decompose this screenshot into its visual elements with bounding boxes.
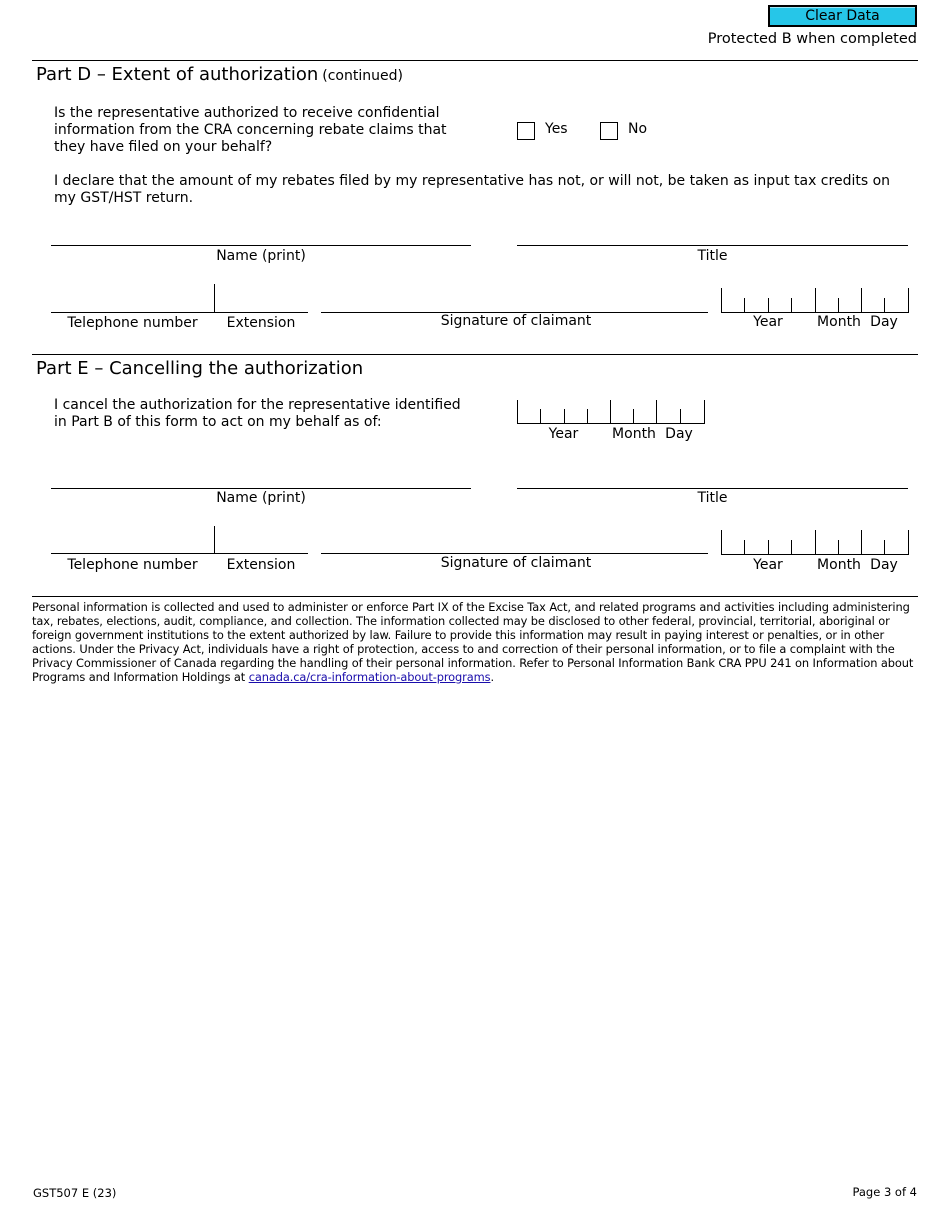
date-tick: [768, 540, 769, 554]
date-tick: [656, 400, 657, 423]
divider-top: [32, 60, 918, 61]
extension-label: Extension: [226, 557, 296, 573]
telephone-field[interactable]: [51, 312, 308, 313]
date-tick: [540, 409, 541, 423]
signature-label: Signature of claimant: [440, 313, 592, 329]
confidential-info-question: Is the representative authorized to receive confidential information from the CRA concerning rebate claims that they have filed on your behalf?: [54, 105, 447, 155]
date-tick: [838, 298, 839, 312]
name-print-field[interactable]: [51, 488, 471, 489]
month-label: Month: [817, 314, 861, 330]
extension-separator: [214, 526, 215, 553]
date-field[interactable]: [721, 288, 909, 313]
date-tick: [908, 530, 909, 554]
date-tick: [704, 400, 705, 423]
date-tick: [610, 400, 611, 423]
divider-part-e: [32, 354, 918, 355]
date-baseline: [721, 554, 909, 555]
protected-b-label: Protected B when completed: [707, 31, 917, 47]
date-tick: [791, 298, 792, 312]
title-field[interactable]: [517, 488, 908, 489]
title-label: Title: [697, 490, 728, 506]
no-checkbox[interactable]: [600, 122, 618, 140]
signature-date-field[interactable]: [721, 530, 909, 555]
cancel-day-label: Day: [665, 426, 693, 442]
name-print-field[interactable]: [51, 245, 471, 246]
no-label: No: [628, 121, 648, 137]
name-print-label: Name (print): [216, 248, 306, 264]
date-tick: [908, 288, 909, 312]
date-baseline: [721, 312, 909, 313]
declaration-text: I declare that the amount of my rebates filed by my representative has not, or will not, be taken as input tax credits on my GST/HST return.: [54, 173, 891, 206]
date-tick: [633, 409, 634, 423]
day-label: Day: [870, 314, 898, 330]
clear-data-button[interactable]: Clear Data: [768, 5, 917, 27]
date-tick: [861, 530, 862, 554]
privacy-link[interactable]: canada.ca/cra-information-about-programs: [248, 670, 491, 684]
date-tick: [721, 288, 722, 312]
year-label: Year: [753, 314, 783, 330]
date-tick: [517, 400, 518, 423]
date-tick: [815, 530, 816, 554]
yes-checkbox[interactable]: [517, 122, 535, 140]
cancel-date-field[interactable]: [517, 400, 705, 424]
date-tick: [564, 409, 565, 423]
cancel-month-label: Month: [612, 426, 656, 442]
month-label: Month: [817, 557, 861, 573]
date-tick: [884, 540, 885, 554]
yes-label: Yes: [545, 121, 568, 137]
name-print-label: Name (print): [216, 490, 306, 506]
date-tick: [587, 409, 588, 423]
part-d-title: Part D – Extent of authorization (continued): [36, 64, 403, 85]
cancel-authorization-text: I cancel the authorization for the representative identified in Part B of this form to act on my behalf as of:: [54, 397, 461, 430]
date-tick: [791, 540, 792, 554]
continued-label: (continued): [322, 68, 403, 84]
date-tick: [861, 288, 862, 312]
year-label: Year: [753, 557, 783, 573]
telephone-label: Telephone number: [67, 557, 198, 573]
date-tick: [768, 298, 769, 312]
telephone-field[interactable]: [51, 553, 308, 554]
cancel-year-label: Year: [548, 426, 579, 442]
title-field[interactable]: [517, 245, 908, 246]
date-tick: [680, 409, 681, 423]
day-label: Day: [870, 557, 898, 573]
telephone-label: Telephone number: [67, 315, 198, 331]
page-number: Page 3 of 4: [852, 1185, 917, 1199]
part-e-title: Part E – Cancelling the authorization: [36, 358, 364, 379]
divider-privacy: [32, 596, 918, 597]
title-label: Title: [697, 248, 728, 264]
signature-field[interactable]: [321, 553, 708, 554]
extension-separator: [214, 284, 215, 312]
date-baseline: [517, 423, 705, 424]
signature-label: Signature of claimant: [440, 555, 592, 571]
extension-label: Extension: [226, 315, 296, 331]
form-id: GST507 E (23): [33, 1186, 117, 1200]
date-tick: [838, 540, 839, 554]
date-tick: [744, 298, 745, 312]
date-tick: [815, 288, 816, 312]
date-tick: [744, 540, 745, 554]
date-tick: [884, 298, 885, 312]
date-tick: [721, 530, 722, 554]
privacy-notice: Personal information is collected and used to administer or enforce Part IX of the Excise Tax Act, and related programs and activities including administering tax, rebates, elections, audit, compliance, and collection. The information collected may be disclosed to other federal, provincial, territorial, aboriginal or foreign government institutions to the extent authorized by law. Failure to provide this information may result in paying interest or penalties, or in other actions. Under the Privacy Act, individuals have a right of protection, access to and correction of their personal information, or to file a complaint with the Privacy Commissioner of Canada regarding the handling of their personal information. Refer to Personal Information Bank CRA PPU 241 on Information about Programs and Information Holdings at canada.ca/cra-information-about-programs.: [32, 600, 914, 684]
